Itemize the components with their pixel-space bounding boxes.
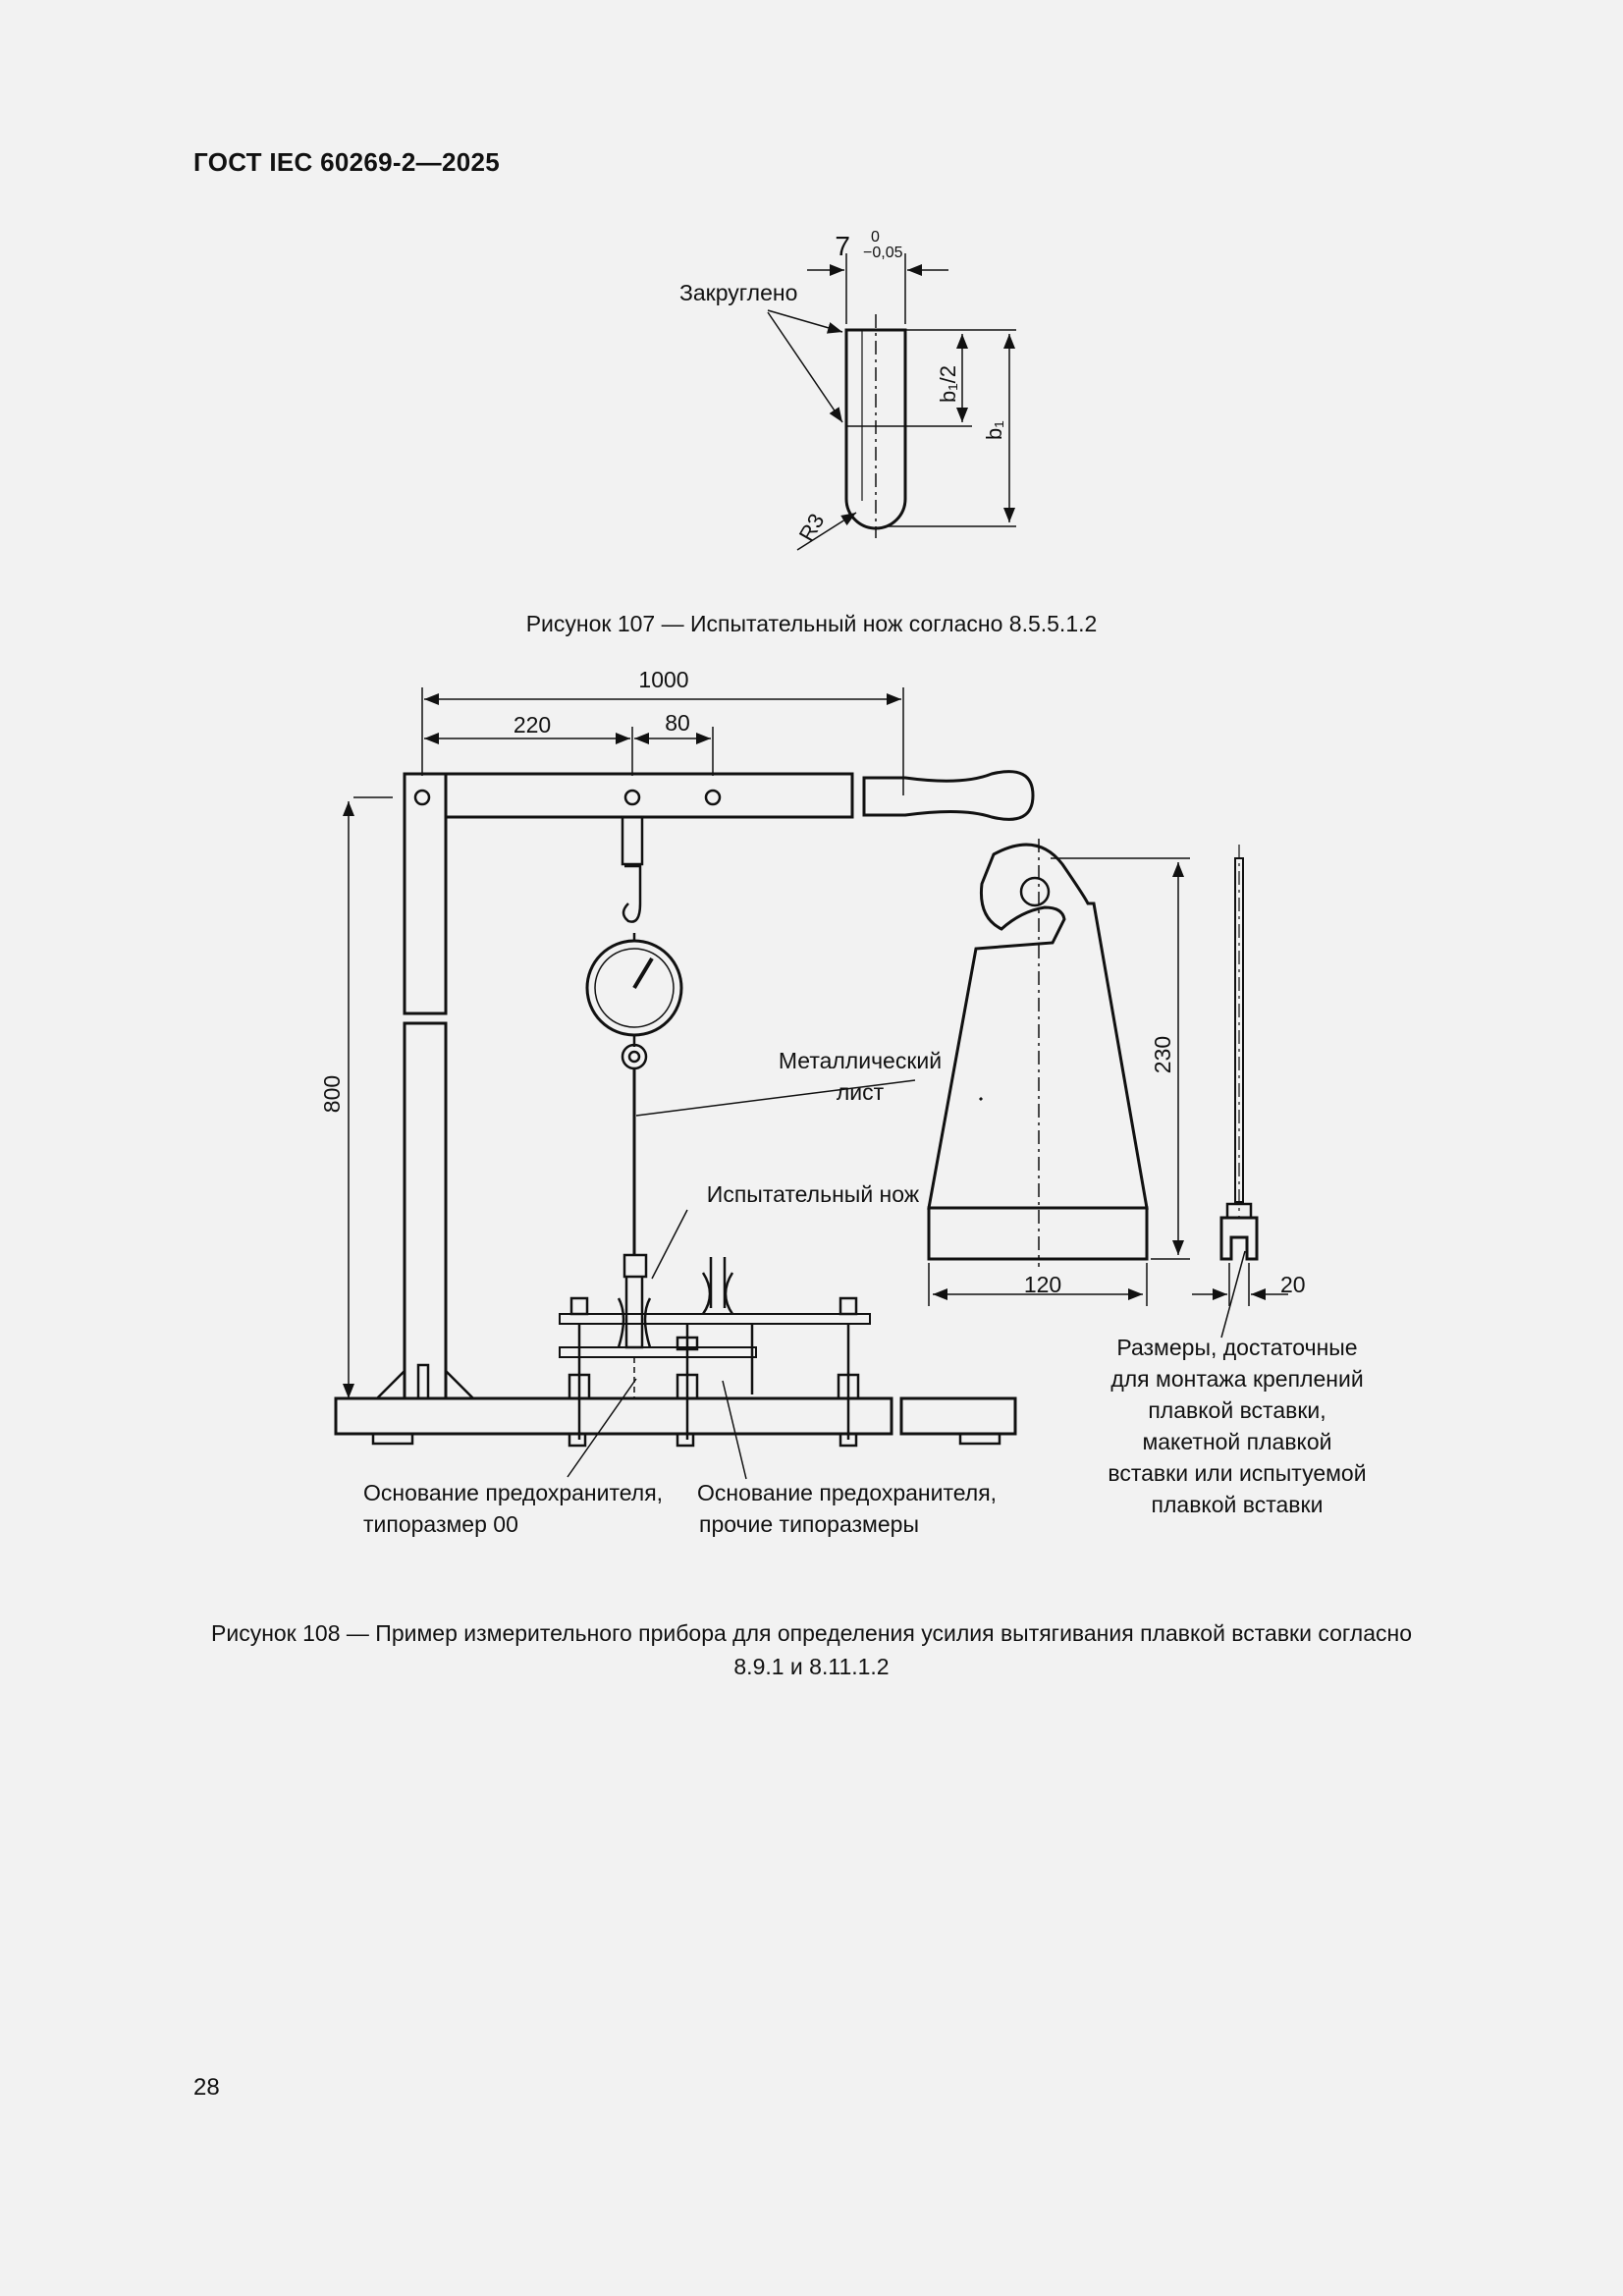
fuse-base-plate-upper	[560, 1314, 870, 1324]
stand-post-upper	[405, 774, 446, 1013]
b-label: b₁	[982, 420, 1006, 440]
half-b-label: b₁/2	[936, 364, 960, 403]
dimension-1000: 1000	[638, 667, 689, 692]
dimension-220: 220	[513, 712, 552, 738]
stand-arm	[446, 774, 852, 817]
figure-107-caption: Рисунок 107 — Испытательный нож согласно 8.5.5.1.2	[525, 611, 1098, 636]
document-header: ГОСТ IEC 60269-2—2025	[193, 147, 500, 177]
side-clamp	[1221, 1218, 1257, 1259]
stand-base-end	[901, 1398, 1015, 1434]
figure-108-apparatus	[336, 687, 1288, 1479]
arm-handle	[864, 772, 1033, 820]
page-number: 28	[193, 2074, 220, 2101]
sizes-note-line-5: вставки или испытуемой	[1108, 1460, 1367, 1486]
stand-base	[336, 1398, 892, 1434]
tolerance-upper-label: 0	[871, 229, 880, 246]
fuse-base-00-label-1: Основание предохранителя,	[363, 1480, 664, 1505]
sizes-note-line-3: плавкой вставки,	[1148, 1397, 1326, 1423]
figure-108-caption-line-2: 8.9.1 и 8.11.1.2	[733, 1654, 890, 1679]
figure-107-knife-drawing	[768, 253, 1016, 550]
rounded-label: Закруглено	[679, 280, 798, 305]
metal-sheet-label-2: лист	[836, 1079, 885, 1105]
fuse-base-other-label-1: Основание предохранителя,	[697, 1480, 998, 1505]
dimension-230: 230	[1150, 1035, 1175, 1074]
test-knife-label: Испытательный нож	[706, 1181, 920, 1207]
radius-label: R3	[793, 509, 830, 546]
metal-sheet-base	[929, 1208, 1147, 1259]
figure-108-caption-line-1: Рисунок 108 — Пример измерительного прибора для определения усилия вытягивания плавкой вставки согласно	[211, 1620, 1412, 1646]
dimension-120: 120	[1023, 1272, 1062, 1297]
sizes-note-line-6: плавкой вставки	[1151, 1492, 1324, 1517]
fuse-base-00-label-2: типоразмер 00	[363, 1511, 518, 1537]
sizes-note-line-4: макетной плавкой	[1142, 1429, 1332, 1454]
dimension-20: 20	[1280, 1272, 1306, 1297]
fuse-base-other-label-2: прочие типоразмеры	[699, 1511, 919, 1537]
tolerance-lower-label: −0,05	[863, 245, 903, 261]
metal-sheet-label-1: Металлический	[778, 1048, 943, 1073]
sizes-note-line-1: Размеры, достаточные	[1116, 1335, 1358, 1360]
dimension-80: 80	[665, 710, 690, 736]
figure-107-labels	[679, 229, 1006, 546]
dimension-800: 800	[319, 1074, 345, 1114]
sizes-note-line-2: для монтажа креплений	[1110, 1366, 1364, 1392]
fuse-base-plate-lower	[560, 1347, 756, 1357]
figure-108-labels	[319, 667, 1367, 1537]
metal-sheet	[929, 845, 1147, 1208]
width-dimension-label: 7	[835, 231, 850, 261]
stand-post-lower	[405, 1023, 446, 1398]
